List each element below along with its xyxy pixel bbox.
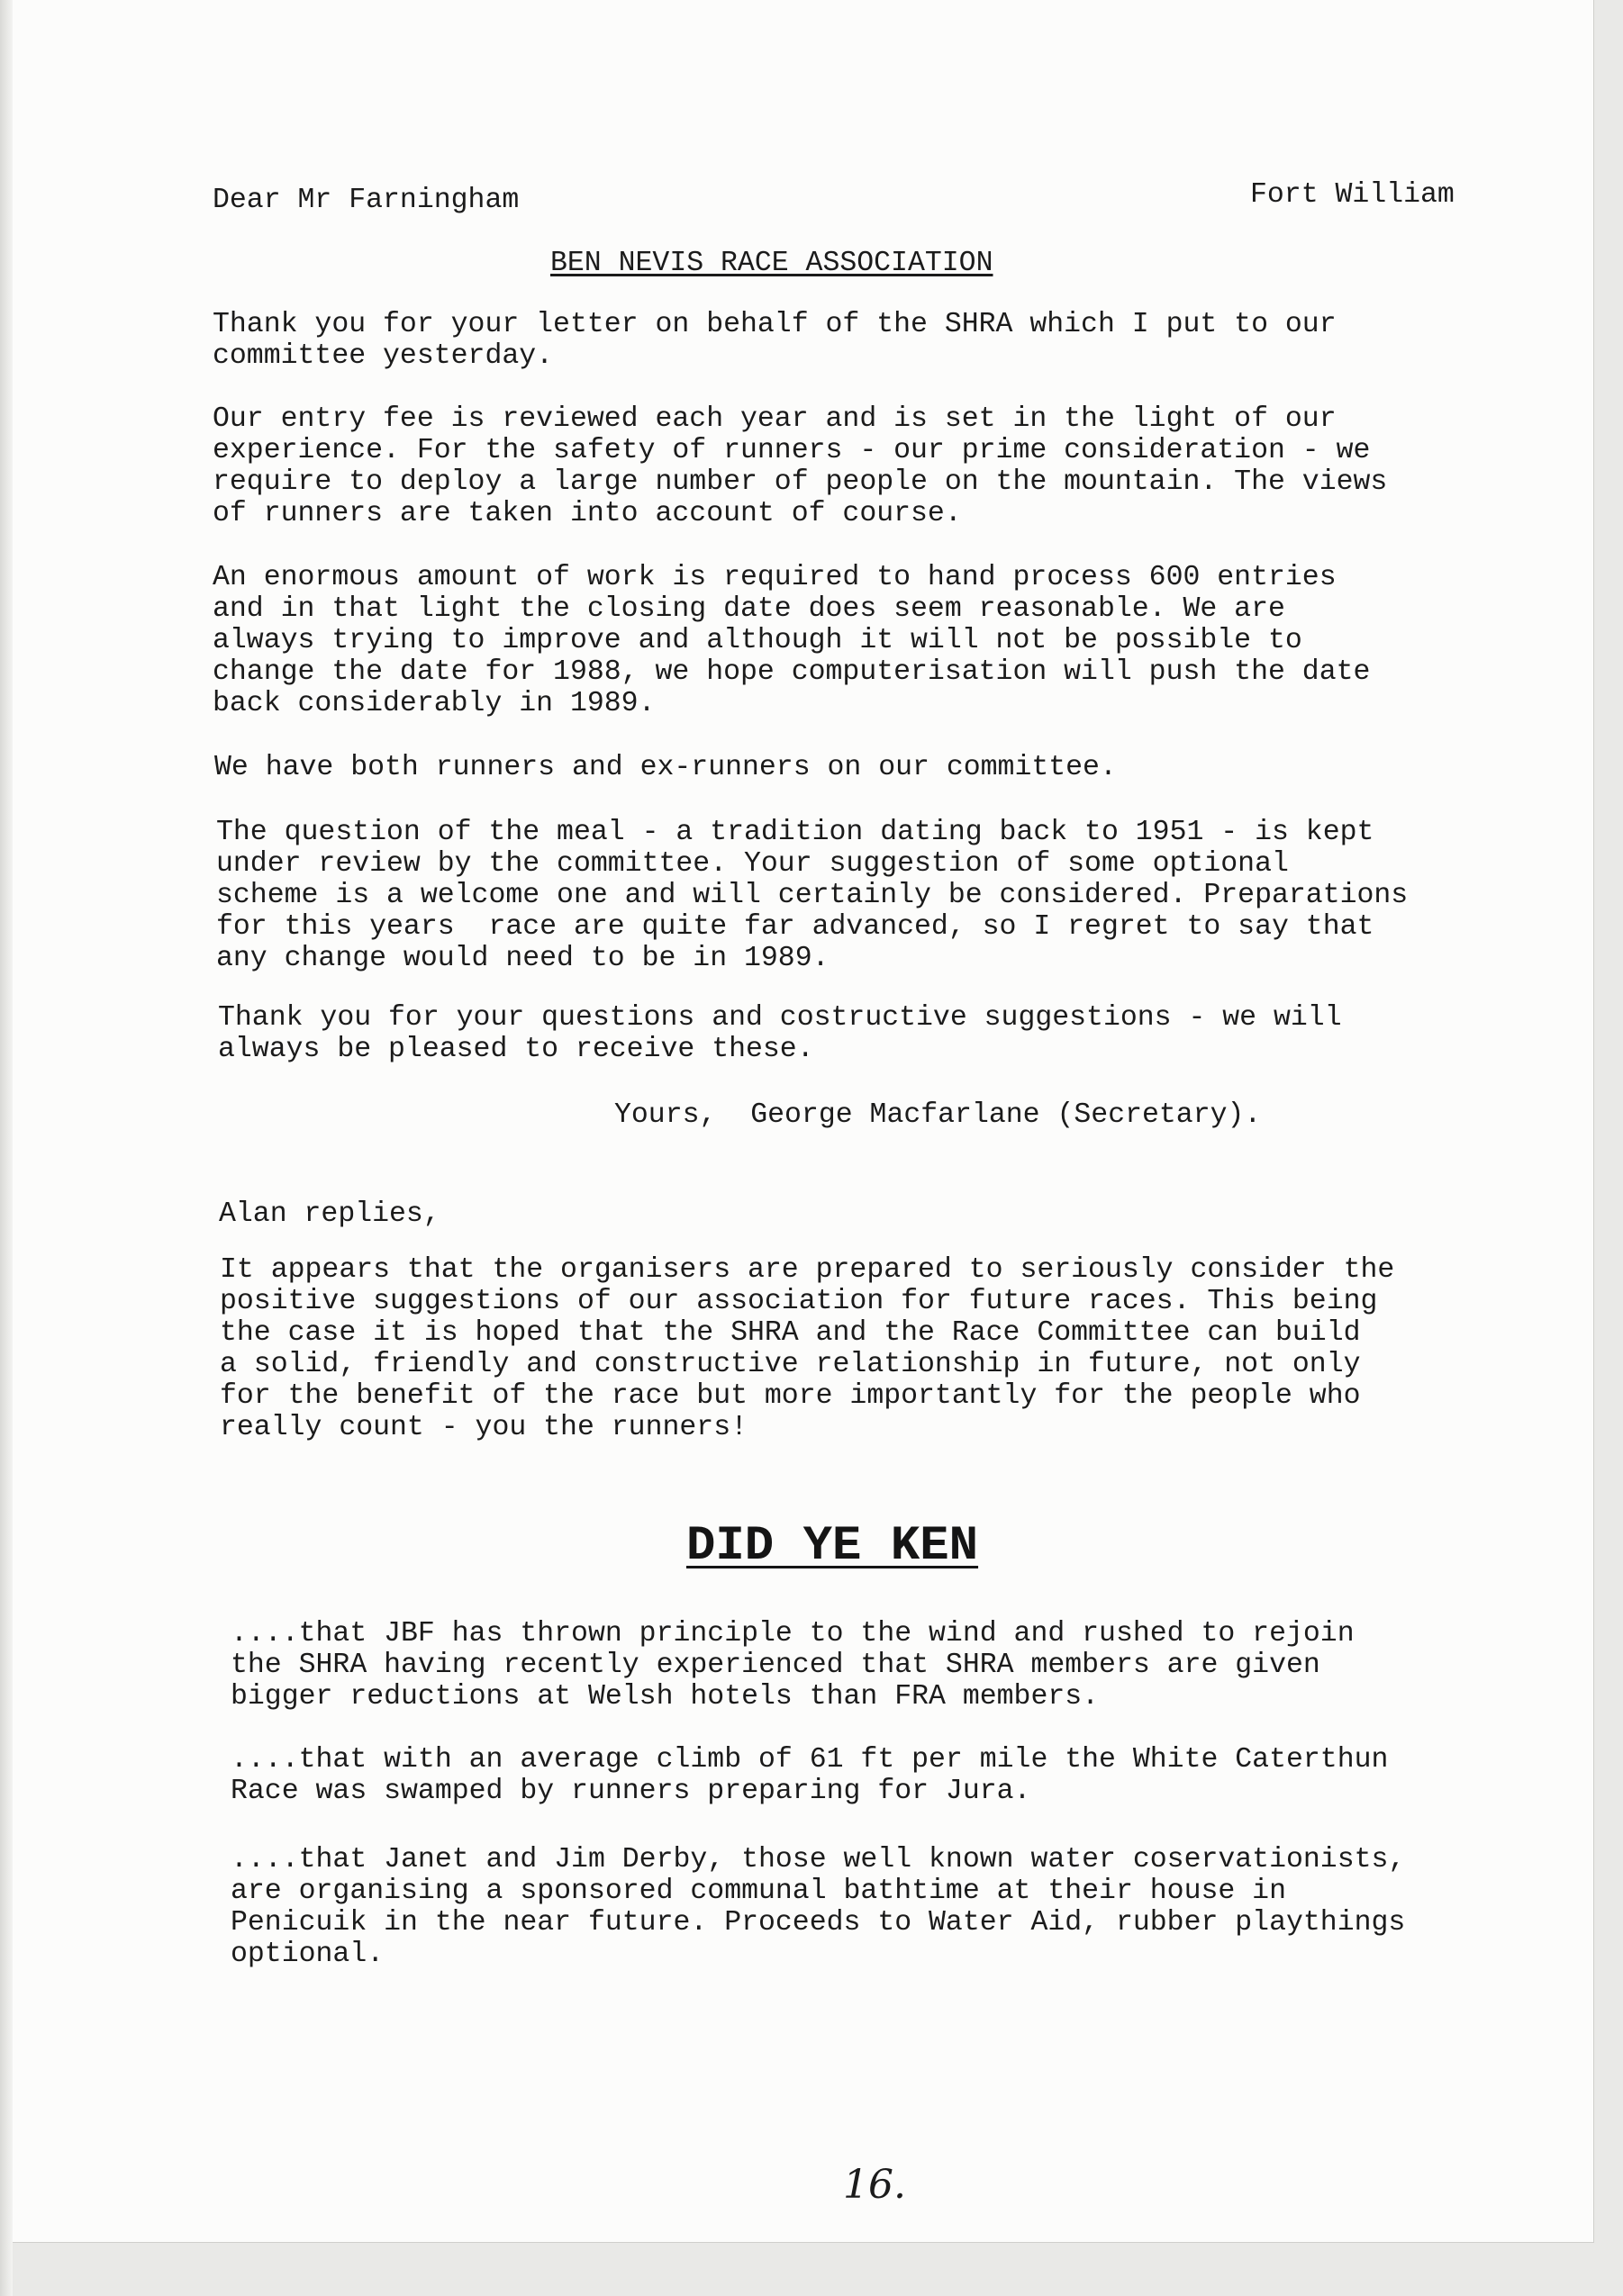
binding-edge <box>0 0 13 2296</box>
did-ye-ken-heading: DID YE KEN <box>686 1519 979 1574</box>
letter-title: BEN NEVIS RACE ASSOCIATION <box>550 248 993 279</box>
letter-salutation: Dear Mr Farningham <box>213 185 520 216</box>
did-ye-ken-item: ....that with an average climb of 61 ft per mile the White Caterthun Race was swamped by runners preparing for Jura. <box>231 1744 1389 1807</box>
letter-paragraph: Our entry fee is reviewed each year and is set in the light of our experience. For the safety of runners - our prime consideration - we require to deploy a large number of people on the mountain. The views of runners are taken into account of course. <box>213 403 1388 529</box>
reply-body: It appears that the organisers are prepared to seriously consider the positive suggestions of our association for future races. This being the case it is hoped that the SHRA and the Race Committee can build a solid, friendly and constructive relationship in future, not only for the benefit of the race but more importantly for the people who really count - you the runners! <box>220 1254 1395 1443</box>
letter-paragraph: Thank you for your letter on behalf of the SHRA which I put to our committee yesterday. <box>213 309 1337 372</box>
did-ye-ken-item: ....that Janet and Jim Derby, those well known water coservationists, are organising a sponsored communal bathtime at their house in Penicuik in the near future. Proceeds to Water Aid, rubber playthings optional. <box>231 1844 1406 1970</box>
letter-paragraph: The question of the meal - a tradition dating back to 1951 - is kept under review by the committee. Your suggestion of some optional scheme is a welcome one and will certainly be considered. Preparations for this years race are quite far advanced, so I regret to say that any change would need to be in 1989. <box>216 817 1409 974</box>
reply-intro: Alan replies, <box>219 1198 440 1230</box>
letter-signoff: Yours, George Macfarlane (Secretary). <box>614 1099 1262 1131</box>
letter-location: Fort William <box>1250 179 1455 211</box>
letter-paragraph: Thank you for your questions and costructive suggestions - we will always be pleased to receive these. <box>218 1002 1342 1065</box>
letter-paragraph: An enormous amount of work is required to hand process 600 entries and in that light the closing date does seem reasonable. We are always trying to improve and although it will not be possible to change the date for 1988, we hope computerisation will push the date back considerably in 1989. <box>213 562 1371 719</box>
page-number: 16. <box>843 2162 906 2208</box>
document-page <box>13 0 1594 2243</box>
did-ye-ken-item: ....that JBF has thrown principle to the wind and rushed to rejoin the SHRA having recently experienced that SHRA members are given bigger reductions at Welsh hotels than FRA members. <box>231 1618 1355 1713</box>
letter-paragraph: We have both runners and ex-runners on our committee. <box>214 752 1117 783</box>
